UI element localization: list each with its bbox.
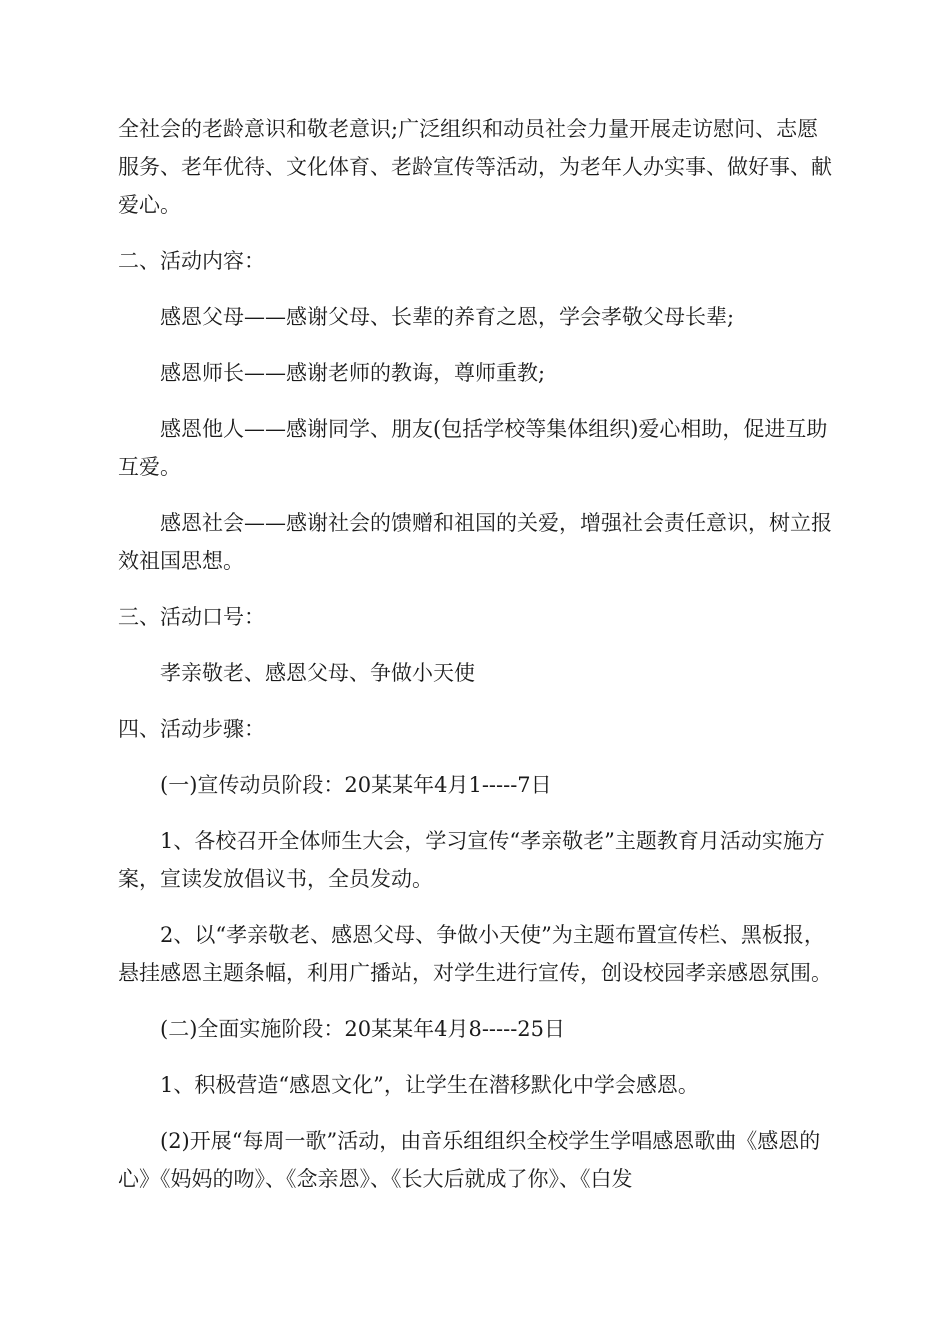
stage-one-item-2: 2、以“孝亲敬老、感恩父母、争做小天使”为主题布置宣传栏、黑板报，悬挂感恩主题条幅，利用广播站，对学生进行宣传，创设校园孝亲感恩氛围。 xyxy=(118,923,832,985)
stage-one-title: (一)宣传动员阶段：20某某年4月1-----7日 xyxy=(160,773,552,797)
content-item-society: 感恩社会——感谢社会的馈赠和祖国的关爱，增强社会责任意识，树立报效祖国思想。 xyxy=(118,511,832,573)
stage-two-item-1: 1、积极营造“感恩文化”，让学生在潜移默化中学会感恩。 xyxy=(160,1073,699,1097)
section-heading-slogan: 三、活动口号： xyxy=(118,605,265,629)
stage-one-item-1: 1、各校召开全体师生大会，学习宣传“孝亲敬老”主题教育月活动实施方案，宣读发放倡议书，全员发动。 xyxy=(118,829,825,891)
document-body xyxy=(118,110,838,1198)
intro-paragraph: 全社会的老龄意识和敬老意识;广泛组织和动员社会力量开展走访慰问、志愿服务、老年优待、文化体育、老龄宣传等活动，为老年人办实事、做好事、献爱心。 xyxy=(118,117,832,217)
section-heading-content: 二、活动内容： xyxy=(118,249,265,273)
stage-two-item-2: (2)开展“每周一歌”活动，由音乐组组织全校学生学唱感恩歌曲《感恩的心》《妈妈的吻》、《念亲恩》、《长大后就成了你》、《白发 xyxy=(118,1129,821,1191)
content-item-parents: 感恩父母——感谢父母、长辈的养育之恩，学会孝敬父母长辈; xyxy=(160,305,735,329)
content-item-others: 感恩他人——感谢同学、朋友(包括学校等集体组织)爱心相助，促进互助互爱。 xyxy=(118,417,828,479)
content-item-teachers: 感恩师长——感谢老师的教诲，尊师重教; xyxy=(160,361,546,385)
section-heading-steps: 四、活动步骤： xyxy=(118,717,265,741)
slogan-text: 孝亲敬老、感恩父母、争做小天使 xyxy=(160,661,475,685)
stage-two-title: (二)全面实施阶段：20某某年4月8-----25日 xyxy=(160,1017,566,1041)
